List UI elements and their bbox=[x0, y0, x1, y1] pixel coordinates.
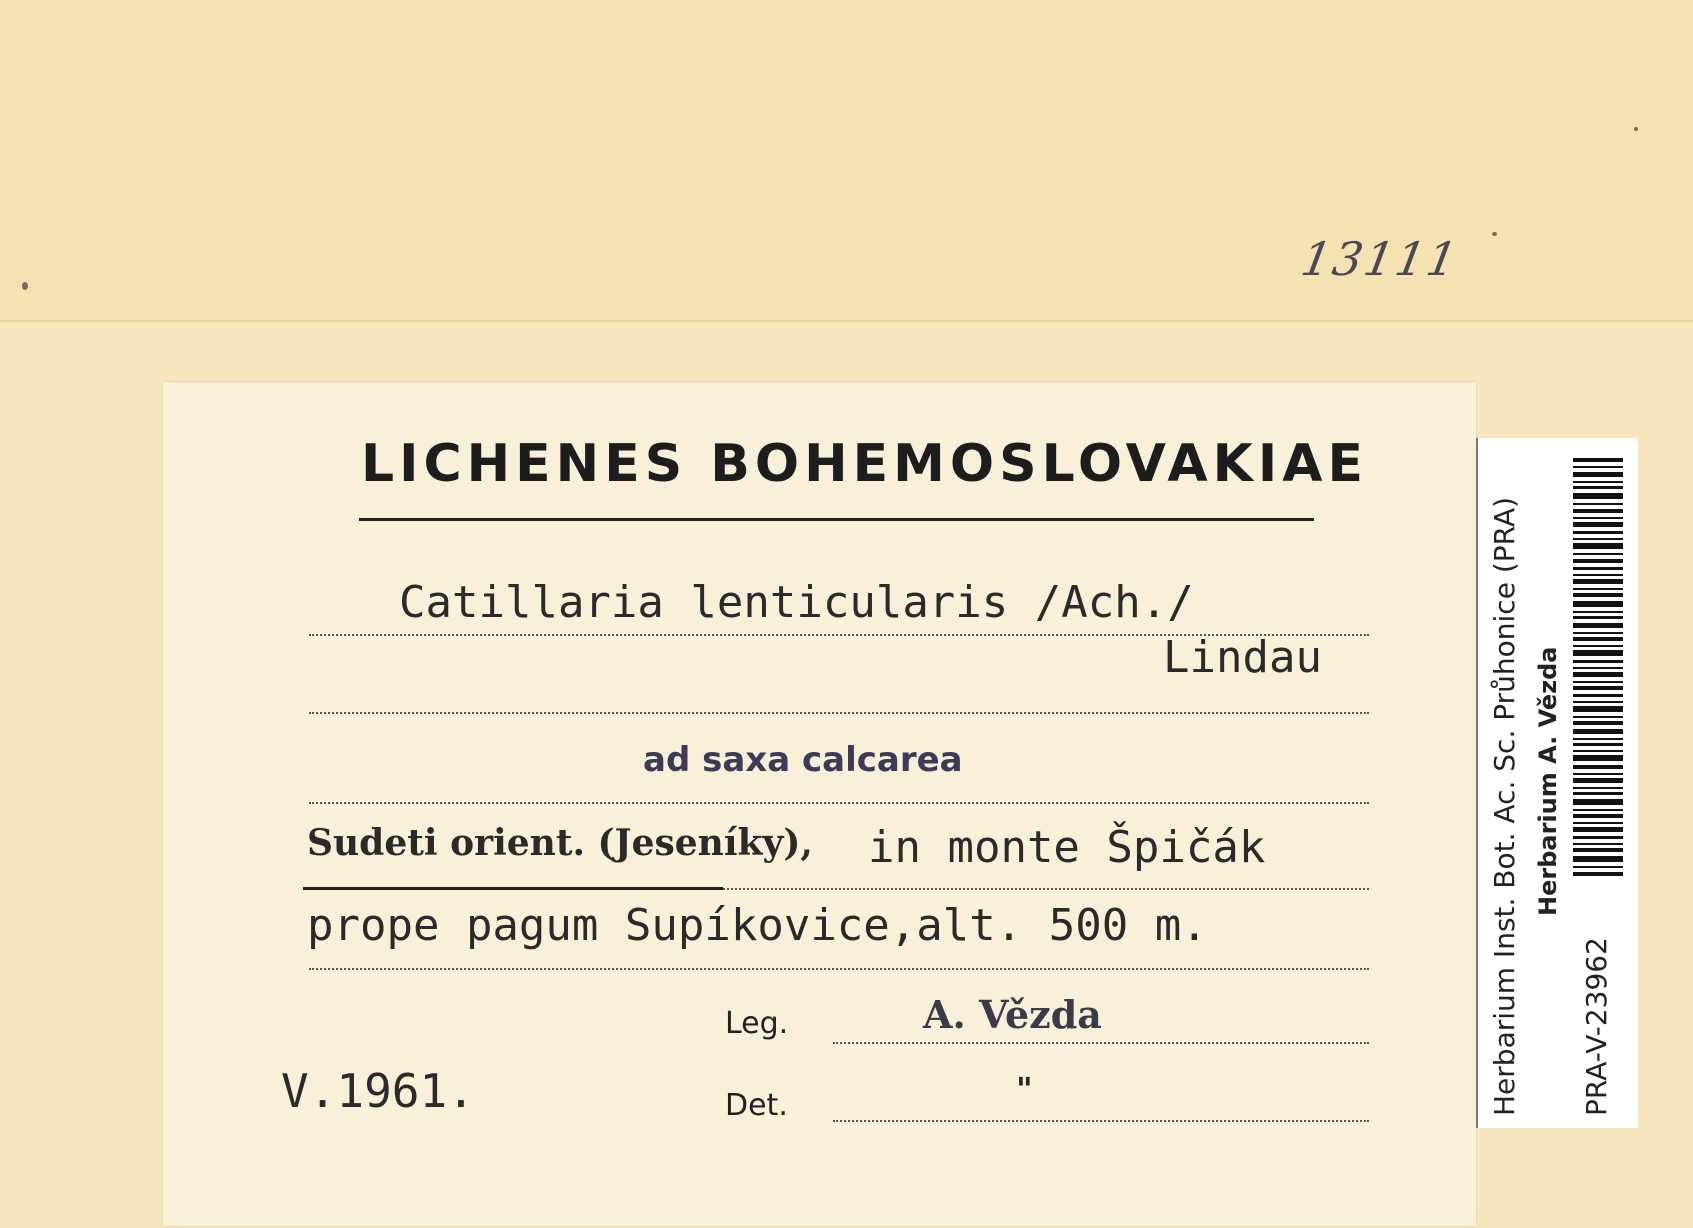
dotted-line bbox=[833, 1120, 1369, 1122]
dotted-line bbox=[309, 712, 1369, 714]
sheet-speck bbox=[1634, 127, 1638, 131]
label-title: LICHENES BOHEMOSLOVAKIAE bbox=[361, 434, 1369, 494]
sheet-speck bbox=[1492, 232, 1497, 236]
barcode bbox=[1573, 458, 1623, 878]
determiner-ditto: " bbox=[1016, 1070, 1033, 1108]
collection-text: Herbarium A. Vězda bbox=[1534, 646, 1562, 916]
collector-stamp: A. Vězda bbox=[923, 992, 1102, 1037]
specimen-id-text: PRA-V-23962 bbox=[1580, 937, 1613, 1116]
barcode-label bbox=[1476, 438, 1638, 1128]
dotted-line bbox=[723, 888, 1369, 890]
det-label: Det. bbox=[725, 1088, 788, 1123]
locality-typed: in monte Špičák bbox=[868, 822, 1266, 873]
collection-date: V.1961. bbox=[281, 1064, 475, 1118]
substrate-stamp: ad saxa calcarea bbox=[643, 740, 963, 780]
locality-stamp: Sudeti orient. (Jeseníky), bbox=[307, 822, 813, 864]
species-name: Catillaria lenticularis /Ach./ bbox=[399, 577, 1194, 628]
locality-line-2: prope pagum Supíkovice,alt. 500 m. bbox=[307, 900, 1208, 951]
accession-number: 13111 bbox=[1297, 232, 1464, 286]
dotted-line bbox=[309, 968, 1369, 970]
dotted-line bbox=[833, 1042, 1369, 1044]
specimen-label bbox=[163, 382, 1476, 1226]
locality-underline bbox=[303, 887, 723, 890]
leg-label: Leg. bbox=[725, 1006, 789, 1041]
dotted-line bbox=[309, 802, 1369, 804]
sheet-speck bbox=[22, 282, 28, 290]
species-author: Lindau bbox=[1163, 632, 1322, 683]
institution-text: Herbarium Inst. Bot. Ac. Sc. Průhonice (PRA) bbox=[1488, 496, 1521, 1116]
title-underline bbox=[359, 518, 1314, 521]
